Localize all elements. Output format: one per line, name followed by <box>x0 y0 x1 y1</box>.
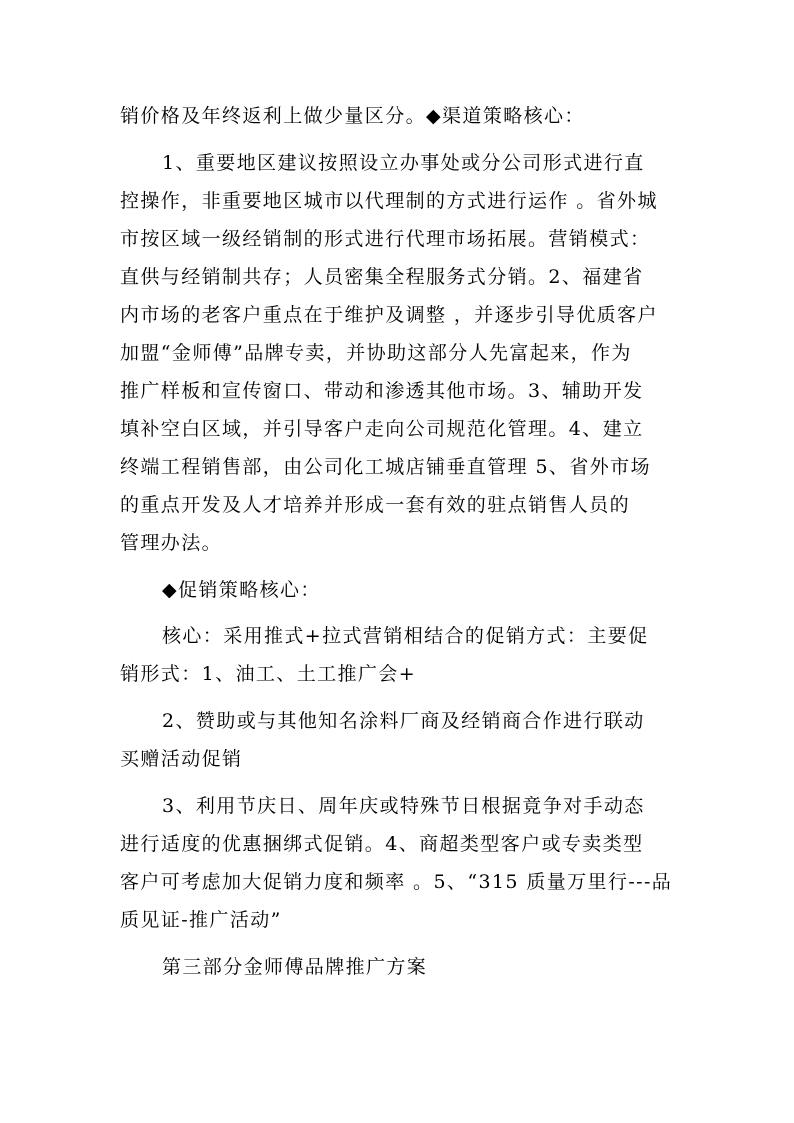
paragraph-line: 3、利用节庆日、周年庆或特殊节日根据竟争对手动态 <box>162 795 645 817</box>
paragraph-line: 控操作，非重要地区城市以代理制的方式进行运作 。省外城 <box>120 190 658 212</box>
section-heading-part-three: 第三部分金师傅品牌推广方案 <box>162 956 428 978</box>
paragraph-line: 进行适度的优惠捆绑式促销。4、商超类型客户或专卖类型 <box>120 833 644 855</box>
paragraph-line: 填补空白区域，并引导客户走向公司规范化管理。4、建立 <box>120 418 644 440</box>
paragraph-line: 推广样板和宣传窗口、带动和渗透其他市场。3、辅助开发 <box>120 380 644 402</box>
paragraph-line: 加盟“金师傅”品牌专卖，并协助这部分人先富起来，作为 <box>120 342 632 364</box>
paragraph-line: 1、重要地区建议按照设立办事处或分公司形式进行直 <box>162 152 645 174</box>
paragraph-line: 客户可考虑加大促销力度和频率 。5、“315 质量万里行---品 <box>120 871 673 893</box>
paragraph-line: 质见证-推广活动” <box>120 909 282 931</box>
paragraph-line: 终端工程销售部，由公司化工城店铺垂直管理 5、省外市场 <box>120 456 651 478</box>
paragraph-line: 2、赞助或与其他知名涂料厂商及经销商合作进行联动 <box>162 710 645 732</box>
paragraph-line: 核心：采用推式+拉式营销相结合的促销方式：主要促 <box>162 625 649 647</box>
section-heading-promotion: ◆促销策略核心： <box>162 579 321 601</box>
paragraph-line: 买赠活动促销 <box>120 748 243 770</box>
paragraph-line: 销形式：1、油工、土工推广会+ <box>120 663 417 685</box>
paragraph-line: 直供与经销制共存；人员密集全程服务式分销。2、福建省 <box>120 266 644 288</box>
paragraph-line: 管理办法。 <box>120 532 223 554</box>
paragraph-line: 的重点开发及人才培养并形成一套有效的驻点销售人员的 <box>120 494 631 516</box>
paragraph-line: 销价格及年终返利上做少量区分。◆渠道策略核心： <box>120 105 585 127</box>
paragraph-line: 市按区域一级经销制的形式进行代理市场拓展。营销模式： <box>120 228 651 250</box>
paragraph-line: 内市场的老客户重点在于维护及调整 ，并逐步引导优质客户 <box>120 304 658 326</box>
